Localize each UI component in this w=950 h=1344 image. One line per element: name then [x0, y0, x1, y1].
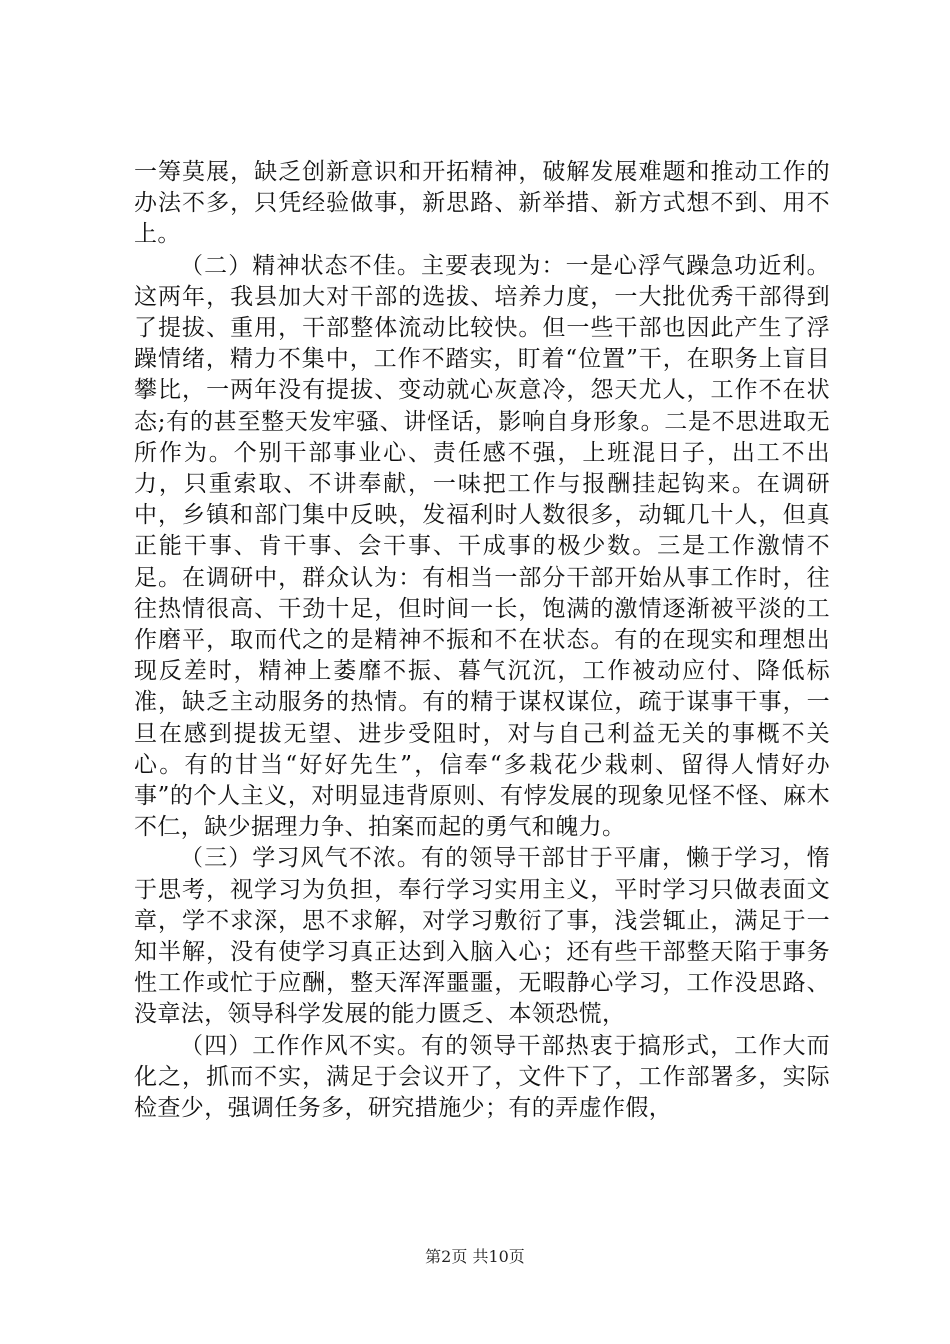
paragraph-section-3: （三）学习风气不浓。有的领导干部甘于平庸，懒于学习，惰于思考，视学习为负担，奉行学习实用主义，平时学习只做表面文章，学不求深，思不求解，对学习敷衍了事，浅尝辄止，满足于一知半解，没有使学习真正达到入脑入心；还有些干部整天陷于事务性工作或忙于应酬，整天浑浑噩噩，无暇静心学习，工作没思路、没章法，领导科学发展的能力匮乏、本领恐慌，	[134, 845, 830, 1028]
page-number-footer: 第2页 共10页	[425, 1247, 525, 1266]
paragraph-section-4: （四）工作作风不实。有的领导干部热衷于搞形式，工作大而化之，抓而不实，满足于会议开了，文件下了，工作部署多，实际检查少，强调任务多，研究措施少；有的弄虚作假，	[134, 1032, 830, 1122]
paragraph-continuation: 一筹莫展，缺乏创新意识和开拓精神，破解发展难题和推动工作的办法不多，只凭经验做事，新思路、新举措、新方式想不到、用不上。	[134, 159, 830, 248]
paragraph-section-2: （二）精神状态不佳。主要表现为：一是心浮气躁急功近利。这两年，我县加大对干部的选拔、培养力度，一大批优秀干部得到了提拔、重用，干部整体流动比较快。但一些干部也因此产生了浮躁情绪，精力不集中，工作不踏实，盯着“位置”干，在职务上盲目攀比，一两年没有提拔、变动就心灰意冷，怨天尤人，工作不在状态;有的甚至整天发牢骚、讲怪话，影响自身形象。二是不思进取无所作为。个别干部事业心、责任感不强，上班混日子，出工不出力，只重索取、不讲奉献，一味把工作与报酬挂起钩来。在调研中，乡镇和部门集中反映，发福利时人数很多，动辄几十人，但真正能干事、肯干事、会干事、干成事的极少数。三是工作激情不足。在调研中，群众认为：有相当一部分干部开始从事工作时，往往热情很高、干劲十足，但时间一长，饱满的激情逐渐被平淡的工作磨平，取而代之的是精神不振和不在状态。有的在现实和理想出现反差时，精神上萎靡不振、暮气沉沉，工作被动应付、降低标准，缺乏主动服务的热情。有的精于谋权谋位，疏于谋事干事，一旦在感到提拔无望、进步受阻时，对与自己利益无关的事概不关心。有的甘当“好好先生”，信奉“多栽花少栽刺、留得人情好办事”的个人主义，对明显违背原则、有悖发展的现象见怪不怪、麻木不仁，缺少据理力争、拍案而起的勇气和魄力。	[134, 252, 830, 841]
body-text	[134, 157, 830, 1124]
